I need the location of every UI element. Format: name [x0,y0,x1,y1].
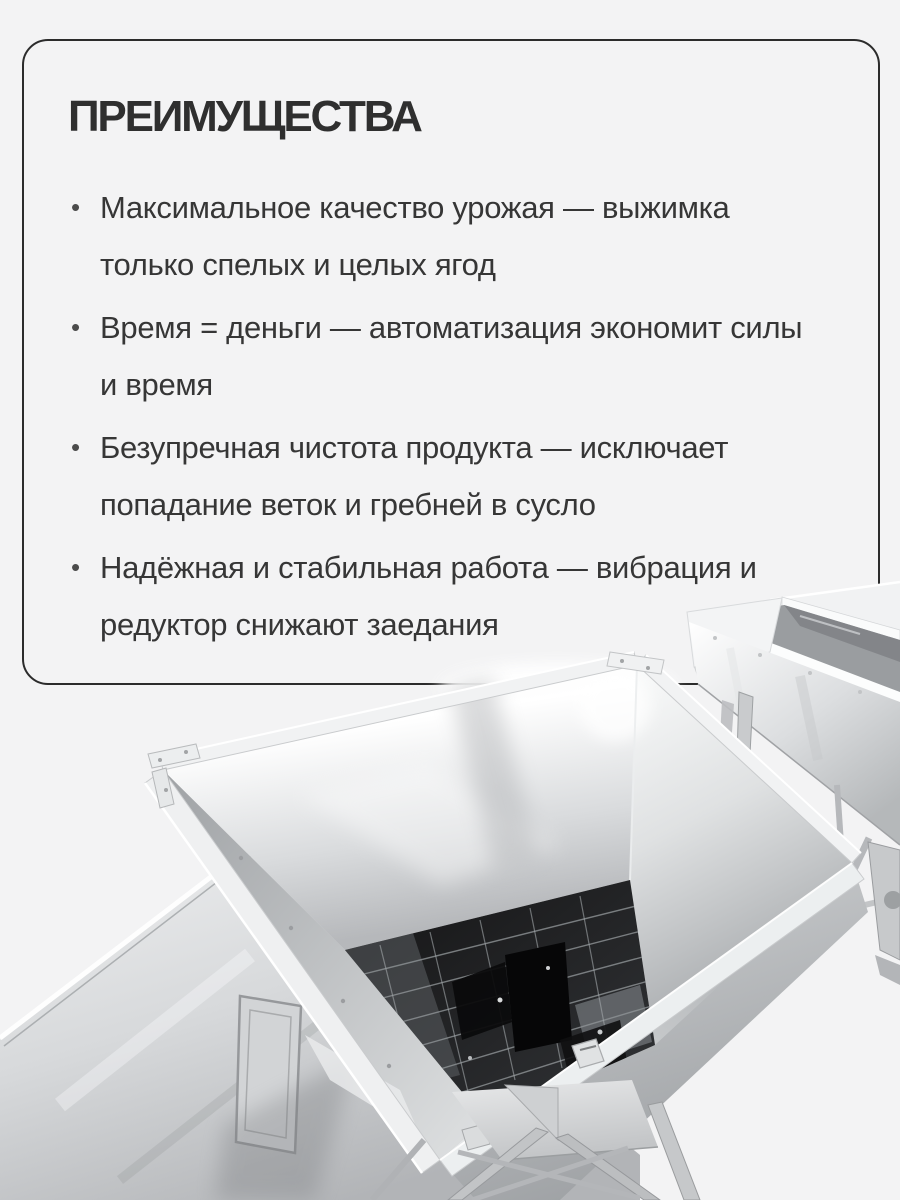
card-title: ПРЕИМУЩЕСТВА [68,92,421,141]
bullet-dot: • [71,192,81,222]
list-item [68,179,838,293]
machine-illustration [0,560,900,1200]
bullet-dot: • [71,432,81,462]
product-photo [0,560,900,1200]
list-item-text: Время = деньги — автоматизация экономит силы и время [100,310,803,402]
list-item-text: Надёжная и стабильная работа — вибрация и редуктор снижают заедания [100,550,757,642]
bullet-dot: • [71,312,81,342]
list-item [68,419,838,533]
list-item-text: Безупречная чистота продукта — исключает попадание веток и гребней в сусло [100,430,729,522]
bullet-dot: • [71,552,81,582]
list-item [68,299,838,413]
list-item-text: Максимальное качество урожая — выжимка только спелых и целых ягод [100,190,730,282]
